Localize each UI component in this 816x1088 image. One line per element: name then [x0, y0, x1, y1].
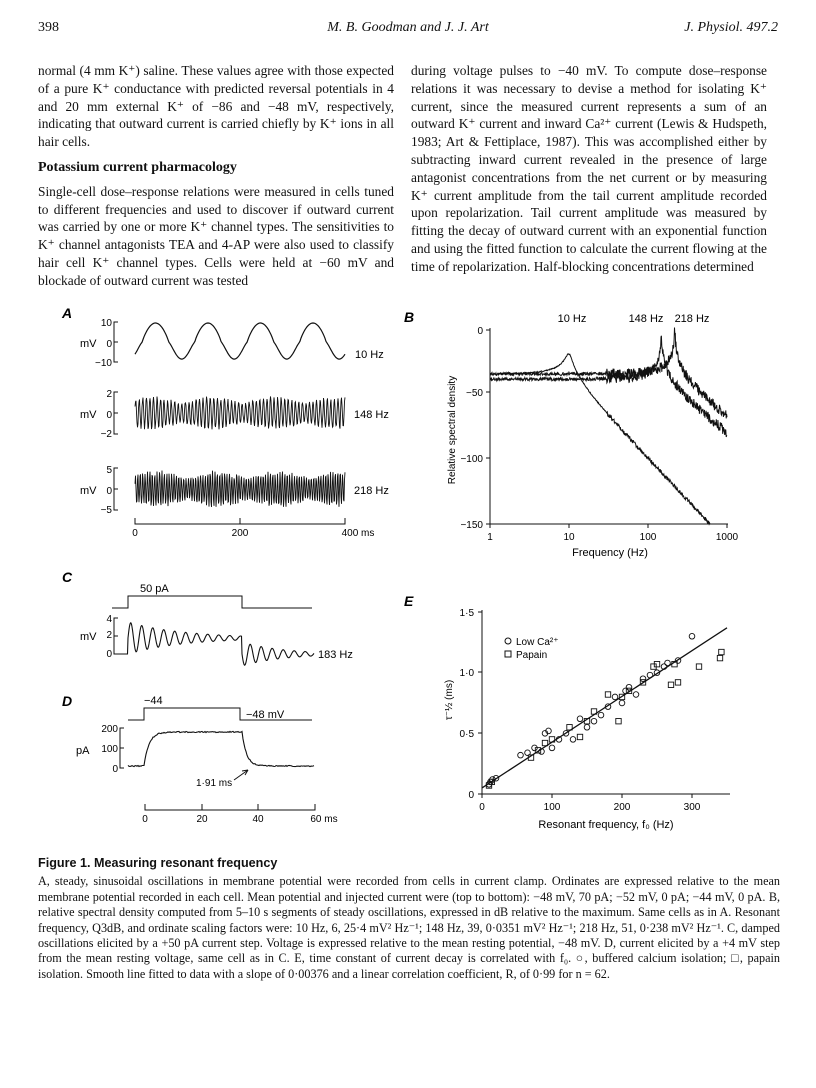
panel-a-trace-2 — [80, 389, 389, 440]
right-column — [411, 62, 767, 276]
tick-label: 60 ms — [310, 814, 338, 825]
peak-label: 10 Hz — [557, 313, 587, 325]
tick-label: 10 — [563, 532, 575, 543]
damped-oscillation-trace — [118, 623, 314, 665]
freq-label: 218 Hz — [354, 485, 389, 497]
data-point-papain — [577, 734, 582, 739]
tick-label: 100 — [639, 532, 657, 543]
tick-label: −100 — [460, 454, 483, 465]
panel-e-legend — [505, 637, 559, 661]
tick-label: 20 — [196, 814, 208, 825]
data-point-papain — [605, 692, 610, 697]
stim-label: −44 — [144, 695, 163, 707]
tick-label: 5 — [106, 465, 112, 476]
tick-label: 1 — [487, 532, 493, 543]
tick-label: −5 — [100, 505, 112, 516]
page-number: 398 — [38, 20, 59, 35]
stim-label: −48 mV — [246, 709, 285, 721]
trace-10hz — [135, 323, 345, 359]
current-trace — [128, 731, 314, 766]
tick-label: 0 — [132, 528, 138, 539]
tick-label: −10 — [95, 358, 112, 369]
axis-unit: mV — [80, 631, 97, 643]
decay-annotation — [196, 770, 248, 789]
legend-entry: Low Ca²⁺ — [516, 637, 559, 648]
tick-label: 40 — [252, 814, 264, 825]
tick-label: 0 — [142, 814, 148, 825]
tick-label: 0 — [477, 326, 483, 337]
freq-label: 183 Hz — [318, 649, 353, 661]
legend-entry: Papain — [516, 650, 548, 661]
panel-d-label: D — [62, 693, 73, 709]
tick-label: 0·5 — [459, 729, 474, 740]
tick-label: 4 — [106, 614, 112, 625]
axis-unit: pA — [76, 745, 90, 757]
tick-label: −150 — [460, 520, 483, 531]
panel-a-label: A — [62, 305, 73, 321]
tick-label: 2 — [106, 630, 112, 641]
data-point-low-ca — [612, 694, 618, 700]
data-point-papain — [719, 649, 724, 654]
data-point-low-ca — [598, 712, 604, 718]
tick-label: −2 — [100, 429, 112, 440]
panel-b-axes — [447, 313, 739, 559]
legend-square-marker — [505, 651, 511, 657]
data-point-low-ca — [518, 752, 524, 758]
panel-c-stimulus — [112, 583, 312, 608]
tick-label: 0 — [479, 802, 485, 813]
tick-label: 0 — [112, 764, 118, 775]
legend-circle-marker — [505, 638, 511, 644]
freq-label: 10 Hz — [355, 349, 384, 361]
tick-label: 2 — [106, 389, 112, 400]
data-point-papain — [696, 664, 701, 669]
data-point-low-ca — [591, 718, 597, 724]
panel-e-label: E — [404, 593, 414, 609]
tick-label: 0 — [106, 339, 112, 350]
data-point-papain — [717, 655, 722, 660]
panel-a-trace-1 — [80, 318, 384, 369]
tick-label: 200 — [613, 802, 631, 813]
running-authors: M. B. Goodman and J. J. Art — [327, 20, 489, 35]
tick-label: 200 — [101, 724, 118, 735]
trace-218hz — [135, 471, 345, 508]
tick-label: 200 — [231, 528, 249, 539]
data-point-low-ca — [633, 692, 639, 698]
spectrum-148hz — [490, 336, 727, 437]
tick-label: 300 — [683, 802, 701, 813]
caption-body: A, steady, sinusoidal oscillations in membrane potential were recorded from cells in current clamp. Ordinates are expressed relative to the mean membrane potential recorded in each cell. Mean potential and injected current were (top to bottom): −48 mV, 70 pA; −52 mV, 0 pA; −44 mV, 0 pA. B, relative spectral density computed from 5–10 s segments of steady oscillations, expressed in dB relative to the maximum. Same cells as in A. Resonant frequency, Q3dB, and ordinate scaling factors were: 10 Hz, 6, 25·4 mV² Hz⁻¹; 148 Hz, 39, 0·0351 mV² Hz⁻¹; 218 Hz, 51, 0·238 mV² Hz⁻¹. C, damped oscillations elicited by a +50 pA current step. Voltage is expressed relative to the mean resting potential, −48 mV. D, current elicited by a +4 mV step from the mean resting voltage, same cell as in C. E, time constant of current decay is correlated with f₀. ○, buffered calcium isolation; □, papain isolation. Smooth line fitted to data with a slope of 0·00376 and a linear correlation coefficient, R, of 0·99 for n = 62. — [38, 874, 780, 981]
tick-label: 1000 — [715, 532, 739, 543]
page-header — [38, 20, 778, 42]
caption-title: Figure 1. Measuring resonant frequency — [38, 856, 278, 870]
section-heading: Potassium current pharmacology — [38, 159, 237, 175]
panel-a-trace-3 — [80, 465, 389, 516]
paragraph: during voltage pulses to −40 mV. To compute dose–response relations it was necessary to devise a method for isolating K⁺ current, since the measured current represents a sum of an outward K⁺ current and inward Ca²⁺ current (Lewis & Hudspeth, 1983; Art & Fettiplace, 1987). This was accomplished either by subtracting inward current revealed in the presence of large antagonist concentrations from the net current or by measuring K⁺ current amplitude from the tail current amplitude recorded upon repolarization. Tail current amplitude was measured by fitting the decay of outward current with an exponential function and using the fitted function to calculate the current flowing at the time of repolarization. Half-blocking concentrations determined — [411, 63, 767, 274]
panel-d-time-axis — [142, 804, 337, 825]
time-constant-label: 1·91 ms — [196, 778, 233, 789]
panel-b-label: B — [404, 309, 415, 325]
data-point-low-ca — [689, 633, 695, 639]
paragraph: normal (4 mm K⁺) saline. These values agree with those expected of a pure K⁺ conductance with predicted reversal potentials in 4 and 20 mm external K⁺ of −86 and −48 mV, respectively, indicating that outward current is carried chiefly by K⁺ ions in all hair cells. — [38, 63, 394, 150]
tick-label: 0 — [106, 486, 112, 497]
data-point-low-ca — [584, 724, 590, 730]
figure-caption — [38, 856, 780, 982]
tick-label: 100 — [101, 744, 118, 755]
panel-c-axis — [80, 614, 118, 660]
x-axis-label: Frequency (Hz) — [572, 547, 648, 559]
peak-label: 148 Hz — [628, 313, 664, 325]
tick-label: 0 — [106, 410, 112, 421]
data-point-papain — [668, 682, 673, 687]
data-point-low-ca — [577, 716, 583, 722]
freq-label: 148 Hz — [354, 409, 389, 421]
spectrum-218hz — [490, 328, 727, 419]
y-axis-label: Relative spectral density — [447, 375, 458, 485]
axis-unit: mV — [80, 338, 97, 350]
tick-label: 10 — [100, 318, 112, 329]
x-axis-label: Resonant frequency, f₀ (Hz) — [538, 819, 674, 831]
panel-d-axis — [76, 724, 124, 775]
tick-label: 0 — [468, 790, 474, 801]
tick-label: 1·0 — [459, 668, 474, 679]
tick-label: −50 — [466, 388, 483, 399]
panel-c-label: C — [62, 569, 73, 585]
data-point-low-ca — [626, 684, 632, 690]
y-axis-label: τ⁻½ (ms) — [444, 679, 455, 721]
stim-label: 50 pA — [140, 583, 169, 595]
tick-label: 100 — [543, 802, 561, 813]
data-point-low-ca — [570, 737, 576, 743]
axis-unit: mV — [80, 409, 97, 421]
journal-citation: J. Physiol. 497.2 — [684, 20, 778, 35]
left-column — [38, 62, 394, 290]
trace-148hz — [135, 396, 345, 429]
data-point-low-ca — [619, 700, 625, 706]
tick-label: 1·5 — [459, 608, 474, 619]
tick-label: 400 ms — [341, 528, 375, 539]
data-point-low-ca — [549, 745, 555, 751]
axis-unit: mV — [80, 485, 97, 497]
figure-1 — [0, 300, 816, 850]
tick-label: 0 — [106, 649, 112, 660]
paragraph: Single-cell dose–response relations were measured in cells tuned to different frequencies and used to discover if outward current was carried by one or more K⁺ channel types. The sensitivities to K⁺ channel antagonists TEA and 4-AP were also used to classify hair cell K⁺ channel types. Cells were held at −60 mV and blockade of outward current was tested — [38, 183, 394, 288]
panel-a-time-axis — [132, 518, 374, 539]
data-point-papain — [616, 719, 621, 724]
peak-label: 218 Hz — [674, 313, 710, 325]
panel-d-stimulus — [128, 695, 312, 721]
data-point-papain — [675, 680, 680, 685]
